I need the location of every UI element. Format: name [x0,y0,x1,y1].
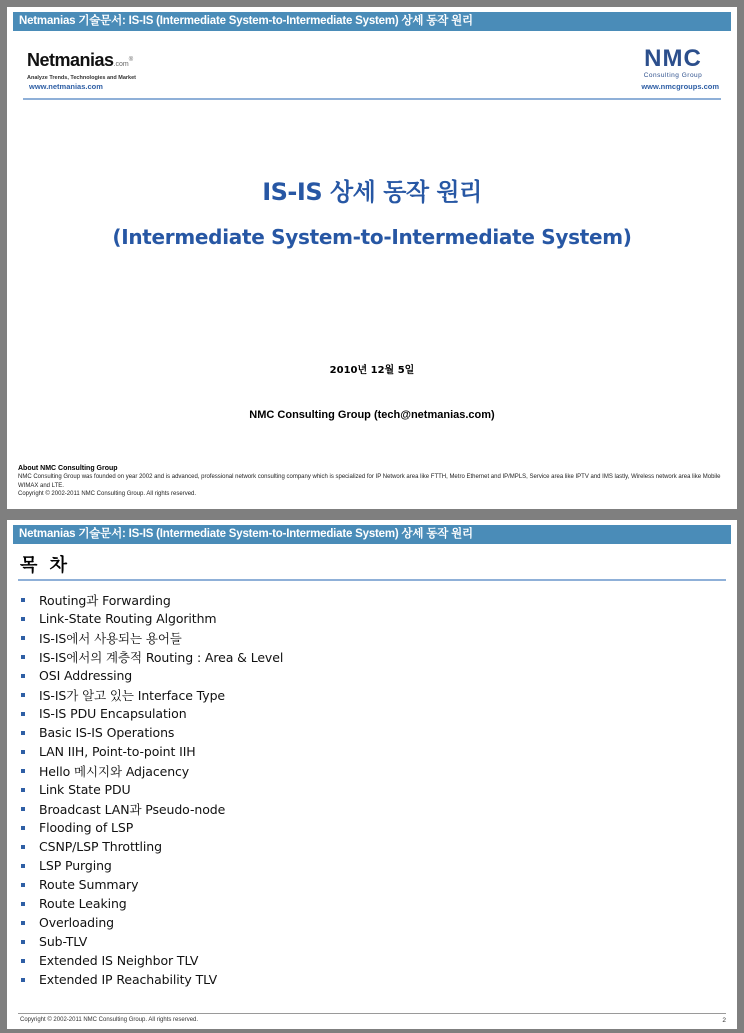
toc-item[interactable] [19,780,283,799]
toc-item[interactable] [19,666,283,685]
toc-divider [18,579,726,581]
toc-item[interactable] [19,590,283,609]
toc-item-text: Broadcast LAN과 Pseudo-node [39,801,226,817]
toc-item[interactable] [19,875,283,894]
bullet-icon [21,940,25,944]
toc-item[interactable] [19,609,283,628]
bullet-icon [21,959,25,963]
nmc-url[interactable]: www.nmcgroups.com [641,82,719,91]
toc-item[interactable] [19,970,283,989]
toc-item[interactable] [19,704,283,723]
footer-divider [18,1013,726,1014]
cover-page [7,7,737,509]
toc-item-text: Extended IS Neighbor TLV [39,953,199,968]
toc-item[interactable] [19,818,283,837]
netmanias-logo [27,51,167,81]
toc-item[interactable] [19,761,283,780]
toc-item[interactable] [19,685,283,704]
toc-item[interactable] [19,723,283,742]
bullet-icon [21,598,25,602]
bullet-icon [21,845,25,849]
about-heading: About NMC Consulting Group [18,465,118,472]
toc-item[interactable] [19,913,283,932]
header-divider [23,98,721,100]
about-copyright: Copyright © 2002-2011 NMC Consulting Group. All rights reserved. [18,491,197,497]
toc-item[interactable] [19,856,283,875]
toc-item[interactable] [19,837,283,856]
toc-item[interactable] [19,932,283,951]
toc-item[interactable] [19,894,283,913]
toc-item-text: OSI Addressing [39,668,133,683]
toc-item[interactable] [19,647,283,666]
bullet-icon [21,693,25,697]
bullet-icon [21,712,25,716]
bullet-icon [21,902,25,906]
bullet-icon [21,883,25,887]
bullet-icon [21,921,25,925]
header-bar: Netmanias 기술문서: IS-IS (Intermediate System-to-Intermediate System) 상세 동작 원리 [13,525,731,544]
netmanias-tagline: Analyze Trends, Technologies and Market [27,75,137,81]
bullet-icon [21,769,25,773]
nmc-logo [633,47,713,79]
toc-item-text: Sub-TLV [39,934,88,949]
bullet-icon [21,731,25,735]
toc-page [7,520,737,1029]
netmanias-url[interactable]: www.netmanias.com [29,82,103,91]
toc-item-text: LSP Purging [39,858,112,873]
bullet-icon [21,636,25,640]
nmc-logo-name: NMC [644,45,702,72]
toc-item-text: Routing과 Forwarding [39,592,171,608]
toc-list [19,590,283,989]
toc-item-text: Route Leaking [39,896,127,911]
about-section [18,465,727,497]
bullet-icon [21,864,25,868]
nmc-logo-subtitle: Consulting Group [643,72,703,79]
document-subtitle: (Intermediate System-to-Intermediate System) [112,225,632,249]
about-text: NMC Consulting Group was founded on year 2002 and is advanced, professional network consulting company which is specialized for IP Network area like FTTH, Metro Ethernet and IP/MPLS, Service area like IPTV and IMS lastly, Wireless network area like Mobile WIMAX and LTE. [18,474,721,489]
toc-item-text: IS-IS에서 사용되는 용어들 [39,630,182,646]
bullet-icon [21,617,25,621]
document-title: IS-IS 상세 동작 원리 [262,178,482,206]
netmanias-logo-name: Netmanias [27,50,114,70]
toc-item-text: Extended IP Reachability TLV [39,972,218,987]
bullet-icon [21,788,25,792]
toc-item-text: Basic IS-IS Operations [39,725,175,740]
bullet-icon [21,978,25,982]
page-number: 2 [722,1017,726,1024]
netmanias-logo-domain: .com [113,61,129,68]
bullet-icon [21,674,25,678]
document-date: 2010년 12월 5일 [329,365,415,376]
bullet-icon [21,655,25,659]
toc-item[interactable] [19,742,283,761]
document-author: NMC Consulting Group (tech@netmanias.com) [249,409,495,421]
toc-item[interactable] [19,951,283,970]
toc-item-text: IS-IS PDU Encapsulation [39,706,187,721]
footer-copyright: Copyright © 2002-2011 NMC Consulting Group. All rights reserved. [20,1017,199,1023]
toc-item[interactable] [19,799,283,818]
toc-heading: 목 차 [20,555,71,576]
toc-item-text: Link State PDU [39,782,131,797]
toc-item-text: IS-IS에서의 계층적 Routing : Area & Level [39,649,284,665]
toc-item-text: IS-IS가 알고 있는 Interface Type [39,687,225,703]
toc-item-text: Flooding of LSP [39,820,134,835]
toc-item[interactable] [19,628,283,647]
toc-item-text: Hello 메시지와 Adjacency [39,763,190,779]
bullet-icon [21,826,25,830]
toc-item-text: LAN IIH, Point-to-point IIH [39,744,196,759]
registered-mark: ® [128,57,133,63]
toc-item-text: Route Summary [39,877,139,892]
toc-item-text: Link-State Routing Algorithm [39,611,217,626]
toc-item-text: Overloading [39,915,115,930]
bullet-icon [21,750,25,754]
header-bar: Netmanias 기술문서: IS-IS (Intermediate System-to-Intermediate System) 상세 동작 원리 [13,12,731,31]
toc-item-text: CSNP/LSP Throttling [39,839,162,854]
bullet-icon [21,807,25,811]
